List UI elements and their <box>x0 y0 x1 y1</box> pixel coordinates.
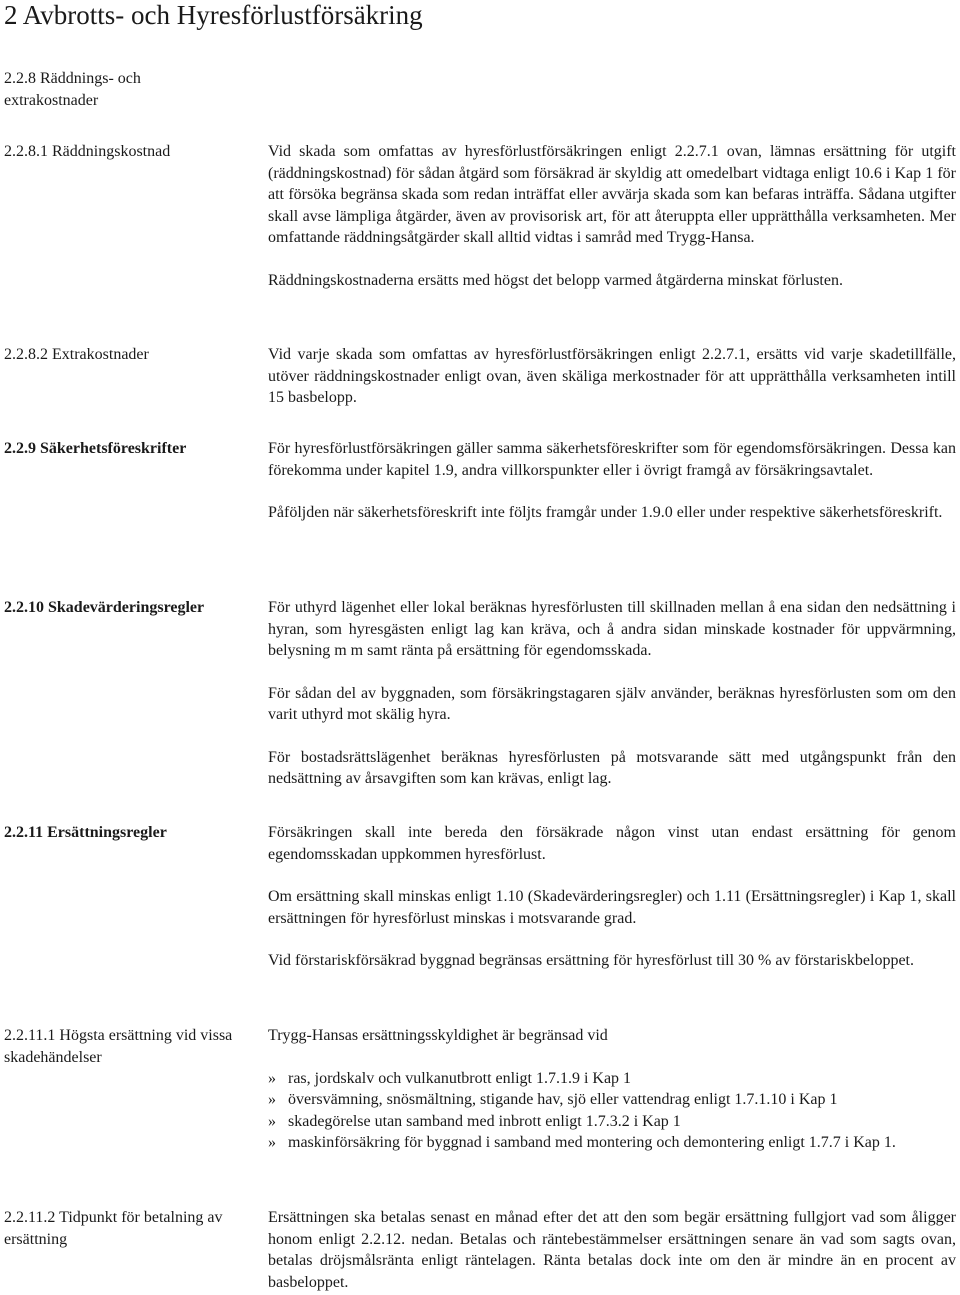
section-label: 2.2.8.2 Extrakostnader <box>4 346 149 363</box>
bullet-marker: » <box>268 1069 276 1087</box>
section-heading-2-2-8: 2.2.8 Räddnings- och extrakostnader <box>4 70 141 109</box>
list-item-text: ras, jordskalv och vulkanutbrott enligt 1.7.1.9 i Kap 1 <box>288 1069 632 1087</box>
bullet-marker: » <box>268 1112 276 1130</box>
paragraph: Om ersättning skall minskas enligt 1.10 (Skadevärderingsregler) och 1.11 (Ersättningsregler) i Kap 1, skall ersättningen för hyresförlust minskas i motsvarande grad. <box>268 888 956 927</box>
section-label: 2.2.11.1 Högsta ersättning vid vissa skadehändelser <box>4 1027 233 1066</box>
paragraph: För bostadsrättslägenhet beräknas hyresförlusten på motsvarande sätt med utgångspunkt från den nedsättning av årsavgiften som kan krävas, enligt lag. <box>268 748 956 787</box>
paragraph: Vid varje skada som omfattas av hyresförlustförsäkringen enligt 2.2.7.1, ersätts vid varje skadetillfälle, utöver räddningskostnader enligt ovan, även skäliga merkostnader för att upprätthålla verksamheten intill 15 basbelopp. <box>268 346 956 406</box>
section-body <box>268 1207 956 1293</box>
paragraph: Försäkringen skall inte bereda den försäkrade någon vinst utan endast ersättning för genom egendomsskadan uppkommen hyresförlust. <box>268 824 956 863</box>
list-item-text: skadegörelse utan samband med inbrott enligt 1.7.3.2 i Kap 1 <box>288 1112 681 1130</box>
bullet-list <box>268 1068 956 1154</box>
paragraph: Vid skada som omfattas av hyresförlustförsäkringen enligt 2.2.7.1 ovan, lämnas ersättning för utgift (räddningskostnad) för sådan åtgärd som försäkrad är skyldig att omedelbart vidtaga enligt 10.6 i Kap 1 för att försöka begränsa skada som redan inträffat eller avvärja skada som kan befaras inträffa. Sådana utgifter skall avse lämpliga åtgärder, även av provisorisk art, för att återuppta eller upprätthålla verksamheten. Mer omfattande räddningsåtgärder skall alltid vidtas i samråd med Trygg-Hansa. <box>268 143 956 246</box>
bullet-marker: » <box>268 1091 276 1108</box>
list-item <box>268 1132 956 1154</box>
paragraph: Påföljden när säkerhetsföreskrift inte följts framgår under 1.9.0 eller under respektive säkerhetsföreskrift. <box>268 504 943 521</box>
section-body <box>268 822 956 972</box>
paragraph: Ersättningen ska betalas senast en månad efter det att den som begär ersättning fullgjort vad som åligger honom enligt 2.2.12. nedan. Betalas och räntebestämmelser ersättningen senare än vad som sagts ovan, betalas dröjsmålsränta enligt räntelagen. Ränta betalas dock inte om den är mindre än en procent av basbeloppet. <box>268 1209 956 1291</box>
section-label: 2.2.11 Ersättningsregler <box>4 824 167 841</box>
document-title: 2 Avbrotts- och Hyresförlustförsäkring <box>4 0 423 30</box>
section-body <box>268 1025 956 1154</box>
section-label: 2.2.8.1 Räddningskostnad <box>4 143 171 160</box>
list-item <box>268 1111 956 1133</box>
paragraph: Trygg-Hansas ersättningsskyldighet är begränsad vid <box>268 1027 608 1044</box>
section-body <box>268 141 956 291</box>
list-item-text: översvämning, snösmältning, stigande hav, sjö eller vattendrag enligt 1.7.1.10 i Kap 1 <box>288 1091 838 1108</box>
section-label: 2.2.9 Säkerhetsföreskrifter <box>4 440 187 457</box>
paragraph: Vid förstariskförsäkrad byggnad begränsas ersättning för hyresförlust till 30 % av förstariskbeloppet. <box>268 952 914 969</box>
section-label: 2.2.10 Skadevärderingsregler <box>4 599 205 616</box>
section-body <box>268 597 956 790</box>
paragraph: För sådan del av byggnaden, som försäkringstagaren själv använder, beräknas hyresförlusten som om den varit uthyrd mot skälig hyra. <box>268 684 956 723</box>
paragraph: För hyresförlustförsäkringen gäller samma säkerhetsföreskrifter som för egendomsförsäkringen. Dessa kan förekomma under kapitel 1.9, andra villkorspunkter eller i övrigt framgå av försäkringsavtalet. <box>268 440 956 479</box>
list-item <box>268 1089 956 1111</box>
section-body <box>268 438 956 524</box>
bullet-marker: » <box>268 1134 276 1151</box>
paragraph: Räddningskostnaderna ersätts med högst det belopp varmed åtgärderna minskat förlusten. <box>268 271 843 289</box>
list-item <box>268 1068 956 1090</box>
list-item-text: maskinförsäkring för byggnad i samband med montering och demontering enligt 1.7.7 i Kap 1. <box>288 1134 896 1151</box>
section-body <box>268 344 956 409</box>
paragraph: För uthyrd lägenhet eller lokal beräknas hyresförlusten till skillnaden mellan å ena sidan den nedsättning i hyran, som hyresgästen enligt lag kan kräva, och å andra sidan minskade kostnader för uppvärmning, belysning m m samt ränta på ersättning för egendomsskada. <box>268 599 956 659</box>
section-label: 2.2.11.2 Tidpunkt för betalning av ersättning <box>4 1209 223 1248</box>
